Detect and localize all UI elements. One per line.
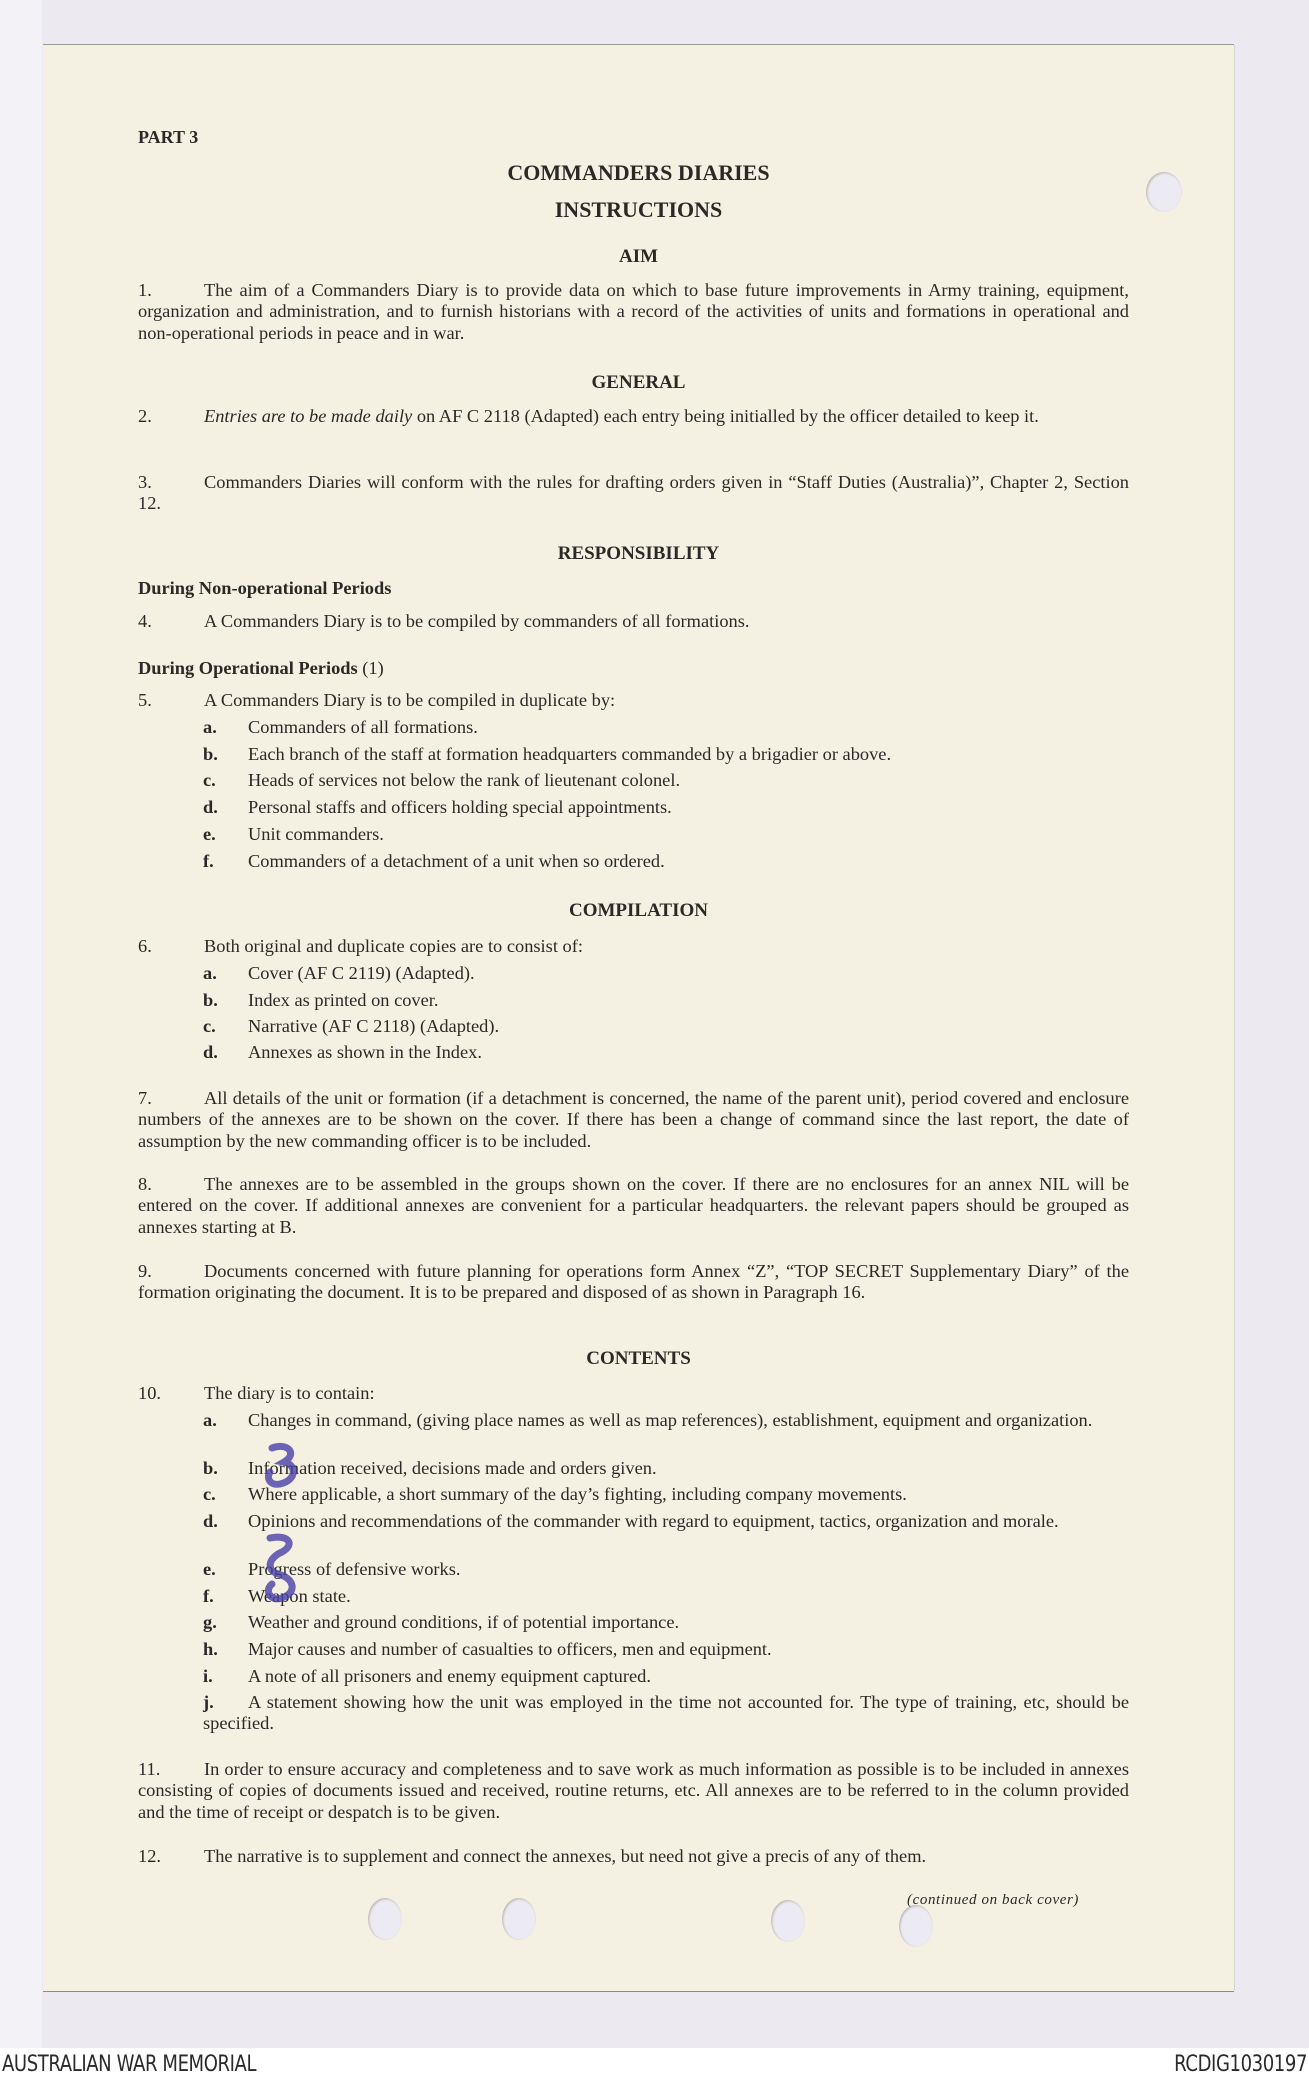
item-letter: e. (203, 1559, 216, 1579)
item-letter: d. (203, 797, 218, 817)
item-letter: j. (203, 1692, 214, 1712)
item-letter: h. (203, 1639, 218, 1659)
handwritten-pen-mark (258, 1440, 308, 1620)
punch-hole (899, 1905, 933, 1947)
paragraph-8: The annexes are to be assembled in the groups shown on the cover. If there are no enclosures for an annex NIL will be entered on the cover. If additional annexes are convenient for a particular headquarters. the relevant papers should be grouped as annexes starting at B. (138, 1174, 1129, 1237)
continued-note: (continued on back cover) (907, 1892, 1080, 1908)
list-item: Weather and ground conditions, if of potential importance. (248, 1612, 680, 1632)
list-item: Index as printed on cover. (248, 990, 439, 1010)
paragraph-number: 5. (138, 690, 152, 710)
paragraph-number: 6. (138, 936, 152, 956)
section-heading-general: GENERAL (591, 372, 686, 393)
list-item: Commanders of a detachment of a unit when so ordered. (248, 851, 665, 871)
item-letter: f. (203, 1586, 214, 1606)
list-item: Commanders of all formations. (248, 717, 478, 737)
paragraph-5: A Commanders Diary is to be compiled in duplicate by: (204, 690, 616, 710)
item-letter: a. (203, 963, 217, 983)
paragraph-1: The aim of a Commanders Diary is to provide data on which to base future improvements in Army training, equipment, organization and administration, and to furnish historians with a record of the activities of units and formations in operational and non-operational periods in peace and in war. (138, 280, 1129, 343)
list-item: Information received, decisions made and orders given. (248, 1458, 657, 1478)
document-subtitle: INSTRUCTIONS (554, 197, 723, 222)
paragraph-number: 11. (138, 1759, 161, 1779)
item-letter: a. (203, 1410, 217, 1430)
punch-hole (771, 1900, 805, 1942)
paragraph-12: The narrative is to supplement and connect the annexes, but need not give a precis of any of them. (204, 1846, 927, 1866)
paragraph-2 (138, 406, 1129, 427)
item-letter: e. (203, 824, 216, 844)
item-letter: c. (203, 1484, 216, 1504)
list-item: Narrative (AF C 2118) (Adapted). (248, 1016, 500, 1036)
scan-background (0, 0, 42, 2048)
footnote-reference: (1) (362, 658, 384, 678)
paragraph-number: 9. (138, 1261, 152, 1281)
item-letter: i. (203, 1666, 213, 1686)
item-letter: d. (203, 1511, 218, 1531)
list-item: Annexes as shown in the Index. (248, 1042, 482, 1062)
list-item: Heads of services not below the rank of lieutenant colonel. (248, 770, 681, 790)
list-item: Changes in command, (giving place names as well as map references), establishment, equipment and organization. (248, 1410, 1093, 1430)
paragraph-2-emphasis: Entries are to be made daily (204, 406, 413, 426)
item-letter: d. (203, 1042, 218, 1062)
paragraph-number: 8. (138, 1174, 152, 1194)
subheading-operational (138, 658, 384, 679)
part-label: PART 3 (138, 127, 199, 147)
list-item: Each branch of the staff at formation headquarters commanded by a brigadier or above. (248, 744, 892, 764)
list-item: Personal staffs and officers holding special appointments. (248, 797, 672, 817)
paragraph-number: 4. (138, 611, 152, 631)
section-heading-compilation: COMPILATION (569, 900, 708, 921)
paragraph-3: Commanders Diaries will conform with the rules for drafting orders given in “Staff Duties (Australia)”, Chapter 2, Section 12. (138, 472, 1129, 514)
paragraph-number: 2. (138, 406, 152, 426)
list-item: Opinions and recommendations of the commander with regard to equipment, tactics, organization and morale. (248, 1511, 1059, 1531)
paragraph-number: 10. (138, 1383, 161, 1403)
list-item: Weapon state. (248, 1586, 351, 1606)
paragraph-7: All details of the unit or formation (if a detachment is concerned, the name of the parent unit), period covered and enclosure numbers of the annexes are to be shown on the cover. If there has been a change of command since the last report, the date of assumption by the new commanding officer is to be included. (138, 1088, 1129, 1151)
item-letter: c. (203, 770, 216, 790)
item-letter: b. (203, 1458, 218, 1478)
list-item: A note of all prisoners and enemy equipment captured. (248, 1666, 651, 1686)
paragraph-4: A Commanders Diary is to be compiled by commanders of all formations. (204, 611, 750, 631)
section-heading-contents: CONTENTS (586, 1348, 691, 1369)
list-item: Unit commanders. (248, 824, 384, 844)
list-item: Major causes and number of casualties to officers, men and equipment. (248, 1639, 772, 1659)
paragraph-9: Documents concerned with future planning for operations form Annex “Z”, “TOP SECRET Supplementary Diary” of the formation originating the document. It is to be prepared and disposed of as shown in Paragraph 16. (138, 1261, 1129, 1303)
item-letter: g. (203, 1612, 217, 1632)
list-item: Progress of defensive works. (248, 1559, 461, 1579)
punch-hole (502, 1898, 536, 1940)
paragraph-number: 1. (138, 280, 152, 300)
archive-name: AUSTRALIAN WAR MEMORIAL (2, 2052, 257, 2077)
section-heading-aim: AIM (618, 246, 659, 267)
paragraph-11: In order to ensure accuracy and completeness and to save work as much information as possible is to be included in annexes consisting of copies of documents issued and received, routine returns, etc. All annexes are to be referred to in the column provided and the time of receipt or despatch is to be given. (138, 1759, 1129, 1822)
paragraph-6: Both original and duplicate copies are to consist of: (204, 936, 583, 956)
list-item: Cover (AF C 2119) (Adapted). (248, 963, 475, 983)
section-heading-responsibility: RESPONSIBILITY (557, 543, 720, 564)
subheading-non-operational: During Non-operational Periods (138, 578, 392, 598)
list-item: A statement showing how the unit was employed in the time not accounted for. The type of training, etc, should be specified. (203, 1692, 1129, 1734)
paragraph-2-text: on AF C 2118 (Adapted) each entry being initialled by the officer detailed to keep it. (412, 406, 1039, 426)
item-letter: b. (203, 744, 218, 764)
paragraph-number: 12. (138, 1846, 161, 1866)
archive-reference: RCDIG1030197 (1174, 2052, 1307, 2077)
document-title: COMMANDERS DIARIES (507, 160, 770, 185)
punch-hole (368, 1898, 402, 1940)
item-letter: b. (203, 990, 218, 1010)
item-letter: a. (203, 717, 217, 737)
item-letter: c. (203, 1016, 216, 1036)
archive-footer (0, 2048, 1309, 2082)
paragraph-number: 7. (138, 1088, 152, 1108)
paragraph-number: 3. (138, 472, 152, 492)
item-letter: f. (203, 851, 214, 871)
subheading-operational-label: During Operational Periods (138, 658, 358, 678)
list-item: Where applicable, a short summary of the day’s fighting, including company movements. (248, 1484, 907, 1504)
paragraph-10: The diary is to contain: (204, 1383, 375, 1403)
